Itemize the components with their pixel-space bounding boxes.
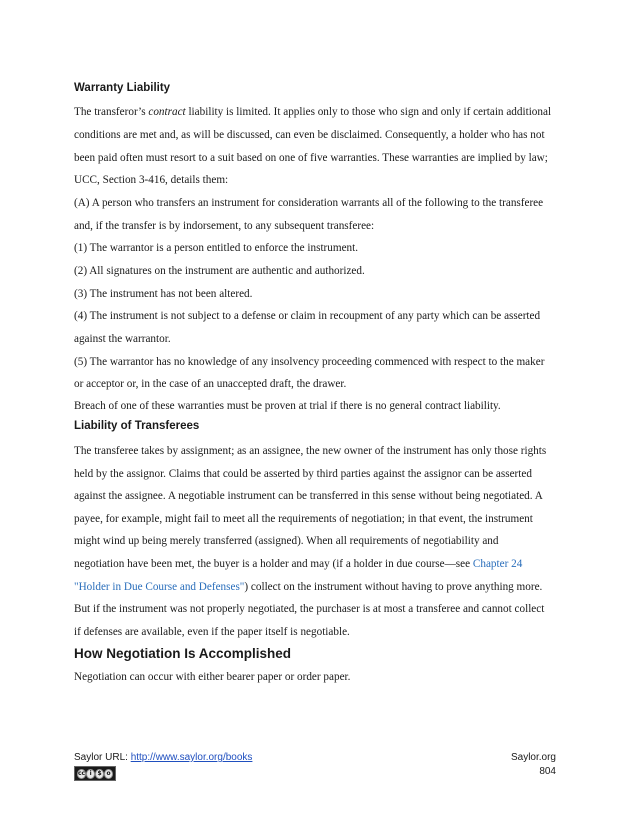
text-line: (1) The warrantor is a person entitled to enforce the instrument. — [74, 242, 359, 254]
text-line: UCC, Section 3-416, details them: — [74, 174, 229, 186]
text-line: against the warrantor. — [74, 333, 171, 345]
footer-org: Saylor.org — [510, 752, 556, 763]
page-number: 804 — [539, 766, 556, 777]
heading-liability-of-transferees: Liability of Transferees — [74, 420, 200, 432]
text-line: The transferor’s contract liability is limited. It applies only to those who sign and only if certain additional — [74, 106, 552, 118]
text-line: (2) All signatures on the instrument are authentic and authorized. — [74, 265, 365, 277]
text-line: The transferee takes by assignment; as an assignee, the new owner of the instrument has only those rights — [74, 445, 547, 457]
text-line: if defenses are available, even if the paper itself is negotiable. — [74, 626, 350, 638]
text-line: But if the instrument was not properly negotiated, the purchaser is at most a transferee and cannot collect — [74, 603, 545, 615]
text-line: "Holder in Due Course and Defenses") collect on the instrument without having to prove anything more. — [74, 581, 543, 593]
text-line: negotiation have been met, the buyer is a holder and may (if a holder in due course—see Chapter 24 — [74, 558, 523, 570]
text-line: and, if the transfer is by indorsement, to any subsequent transferee: — [74, 220, 375, 232]
text-line: (5) The warrantor has no knowledge of any insolvency proceeding commenced with respect to the maker — [74, 356, 545, 368]
saylor-books-link[interactable]: http://www.saylor.org/books — [130, 752, 253, 763]
text-line: Negotiation can occur with either bearer paper or order paper. — [74, 671, 351, 683]
heading-warranty-liability: Warranty Liability — [74, 82, 171, 94]
text-line: or acceptor or, in the case of an unaccepted draft, the drawer. — [74, 378, 347, 390]
text-line: been paid often must resort to a suit based on one of five warranties. These warranties are implied by law; — [74, 152, 548, 164]
footer-url: Saylor URL: http://www.saylor.org/books — [74, 752, 253, 763]
text-line: against the assignee. A negotiable instrument can be transferred in this sense without being negotiated. A — [74, 490, 543, 502]
text-line: (4) The instrument is not subject to a defense or claim in recoupment of any party which can be asserted — [74, 310, 541, 322]
heading-how-negotiation-is-accomplished: How Negotiation Is Accomplished — [74, 646, 292, 661]
cc-by-nc-sa-icon: cc i $ o — [74, 766, 116, 781]
text-line: might wind up being merely transferred (assigned). When all requirements of negotiability and — [74, 535, 499, 547]
text-line: (A) A person who transfers an instrument for consideration warrants all of the following to the transferee — [74, 197, 544, 209]
text-line: conditions are met and, as will be discussed, can even be disclaimed. Consequently, a holder who has not — [74, 129, 545, 141]
chapter-24-link[interactable]: Chapter 24 — [472, 558, 523, 570]
chapter-24-title-link[interactable]: "Holder in Due Course and Defenses" — [74, 581, 245, 593]
text-line: (3) The instrument has not been altered. — [74, 288, 253, 300]
text-line: payee, for example, might fail to meet all the requirements of negotiation; in that event, the instrument — [74, 513, 533, 525]
text-line: Breach of one of these warranties must be proven at trial if there is no general contract liability. — [74, 400, 501, 412]
text-line: held by the assignor. Claims that could be asserted by third parties against the assignor can be asserted — [74, 468, 532, 480]
